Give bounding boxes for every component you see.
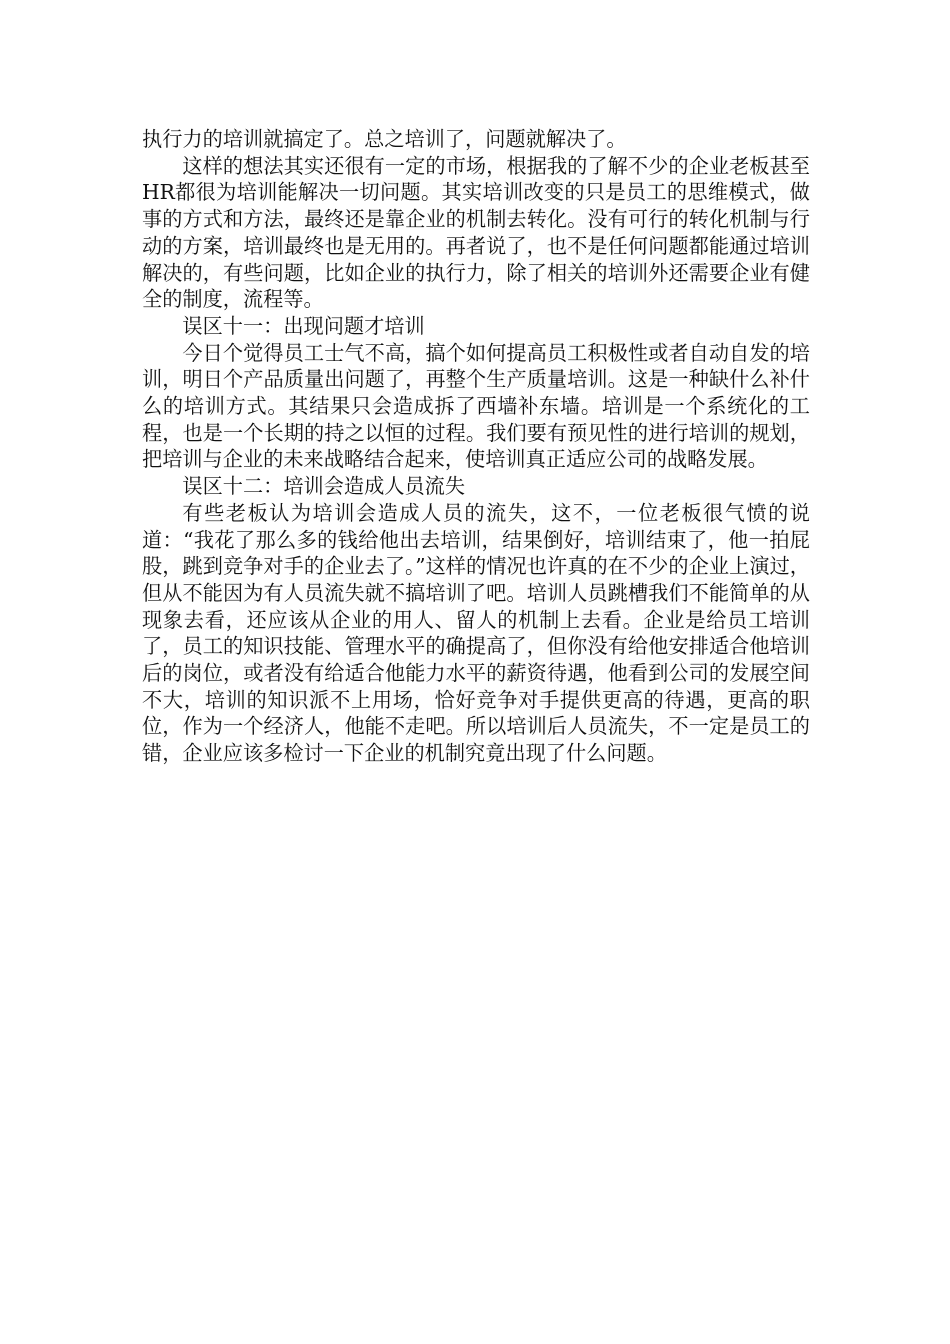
paragraph-misconception-11: 今日个觉得员工士气不高，搞个如何提高员工积极性或者自动自发的培训，明日个产品质量出问题了，再整个生产质量培训。这是一种缺什么补什么的培训方式。其结果只会造成拆了西墙补东墙。培训是一个系统化的工程，也是一个长期的持之以恒的过程。我们要有预见性的进行培训的规划，把培训与企业的未来战略结合起来，使培训真正适应公司的战略发展。 xyxy=(142,340,810,472)
heading-misconception-12: 误区十二：培训会造成人员流失 xyxy=(182,474,466,499)
document-body xyxy=(142,126,810,767)
heading-misconception-11: 误区十一：出现问题才培训 xyxy=(182,313,425,338)
paragraph-misconception-12: 有些老板认为培训会造成人员的流失，这不，一位老板很气愤的说道：“我花了那么多的钱给他出去培训，结果倒好，培训结束了，他一拍屁股，跳到竞争对手的企业去了。”这样的情况也许真的在不少的企业上演过，但从不能因为有人员流失就不搞培训了吧。培训人员跳槽我们不能简单的从现象去看，还应该从企业的用人、留人的机制上去看。企业是给员工培训了，员工的知识技能、管理水平的确提高了，但你没有给他安排适合他培训后的岗位，或者没有给适合他能力水平的薪资待遇，他看到公司的发展空间不大，培训的知识派不上用场，恰好竞争对手提供更高的待遇，更高的职位，作为一个经济人，他能不走吧。所以培训后人员流失，不一定是员工的错，企业应该多检讨一下企业的机制究竟出现了什么问题。 xyxy=(142,500,810,766)
paragraph-continuation: 执行力的培训就搞定了。总之培训了，问题就解决了。 xyxy=(142,127,627,151)
paragraph-training-misconception: 这样的想法其实还很有一定的市场，根据我的了解不少的企业老板甚至HR都很为培训能解决一切问题。其实培训改变的只是员工的思维模式，做事的方式和方法，最终还是靠企业的机制去转化。没有可行的转化机制与行动的方案，培训最终也是无用的。再者说了，也不是任何问题都能通过培训解决的，有些问题，比如企业的执行力，除了相关的培训外还需要企业有健全的制度，流程等。 xyxy=(142,153,810,312)
